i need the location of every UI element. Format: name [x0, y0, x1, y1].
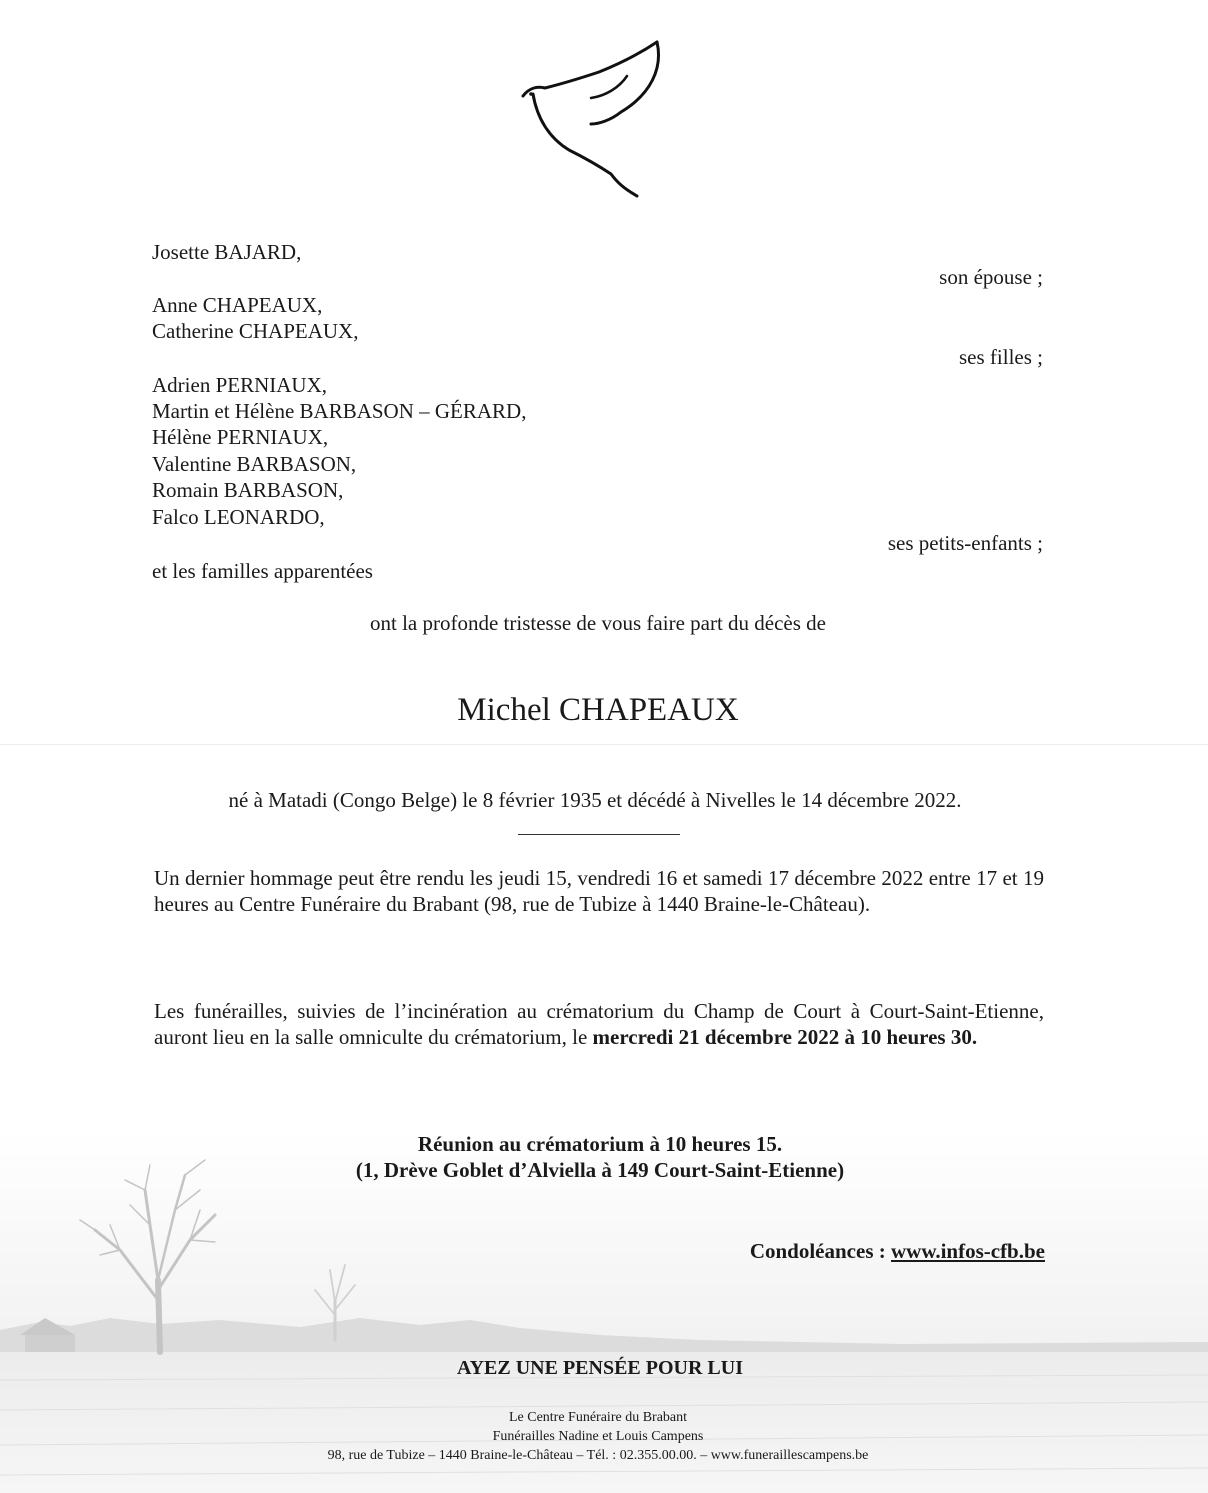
family-member-grandchild-5: Romain BARBASON,	[152, 478, 344, 502]
family-member-grandchild-1: Adrien PERNIAUX,	[152, 373, 327, 397]
funeral-date-time: mercredi 21 décembre 2022 à 10 heures 30.	[592, 1025, 978, 1049]
condolences	[600, 1238, 1045, 1264]
announcement-intro: ont la profonde tristesse de vous faire part du décès de	[369, 611, 826, 635]
family-member-grandchild-4: Valentine BARBASON,	[152, 452, 357, 476]
closing-phrase: AYEZ UNE PENSÉE POUR LUI	[457, 1357, 743, 1379]
separator-line	[518, 834, 680, 835]
related-families: et les familles apparentées	[152, 559, 373, 583]
tribute-paragraph: Un dernier hommage peut être rendu les jeudi 15, vendredi 16 et samedi 17 décembre 2022 entre 17 et 19 heures au Centre Funéraire du Brabant (98, rue de Tubize à 1440 Braine-le-Château).	[154, 866, 1044, 916]
birth-death-info: né à Matadi (Congo Belge) le 8 février 1935 et décédé à Nivelles le 14 décembre 2022.	[228, 788, 962, 812]
fold-line	[0, 744, 1208, 745]
funeral-paragraph	[154, 998, 1044, 1050]
family-member-daughter-1: Anne CHAPEAUX,	[152, 293, 323, 317]
footer-company: Le Centre Funéraire du Brabant	[508, 1410, 688, 1425]
meeting-address: (1, Drève Goblet d’Alviella à 149 Court-Saint-Etienne)	[355, 1158, 845, 1182]
funeral-text: Les funérailles, suivies de l’incinération au crématorium du Champ de Court à Court-Saint-Etienne, auront lieu en la salle omniculte du crématorium, le	[154, 999, 1044, 1049]
footer-names: Funérailles Nadine et Louis Campens	[492, 1429, 704, 1444]
deceased-name: Michel CHAPEAUX	[457, 692, 739, 728]
family-member-grandchild-6: Falco LEONARDO,	[152, 505, 325, 529]
condolences-label: Condoléances :	[749, 1239, 891, 1263]
family-member-spouse: Josette BAJARD,	[152, 240, 302, 264]
condolences-link[interactable]: www.infos-cfb.be	[890, 1239, 1045, 1263]
footer-contact: 98, rue de Tubize – 1440 Braine-le-Château – Tél. : 02.355.00.00. – www.funeraillescampens.be	[327, 1448, 869, 1463]
relation-grandchildren: ses petits-enfants ;	[887, 531, 1043, 555]
family-member-daughter-2: Catherine CHAPEAUX,	[152, 319, 359, 343]
family-member-grandchild-2: Martin et Hélène BARBASON – GÉRARD,	[152, 399, 527, 423]
relation-daughters: ses filles ;	[959, 345, 1043, 369]
dove-icon	[515, 38, 665, 200]
family-member-grandchild-3: Hélène PERNIAUX,	[152, 425, 329, 449]
meeting-time: Réunion au crématorium à 10 heures 15.	[417, 1132, 783, 1156]
relation-spouse: son épouse ;	[939, 265, 1043, 289]
